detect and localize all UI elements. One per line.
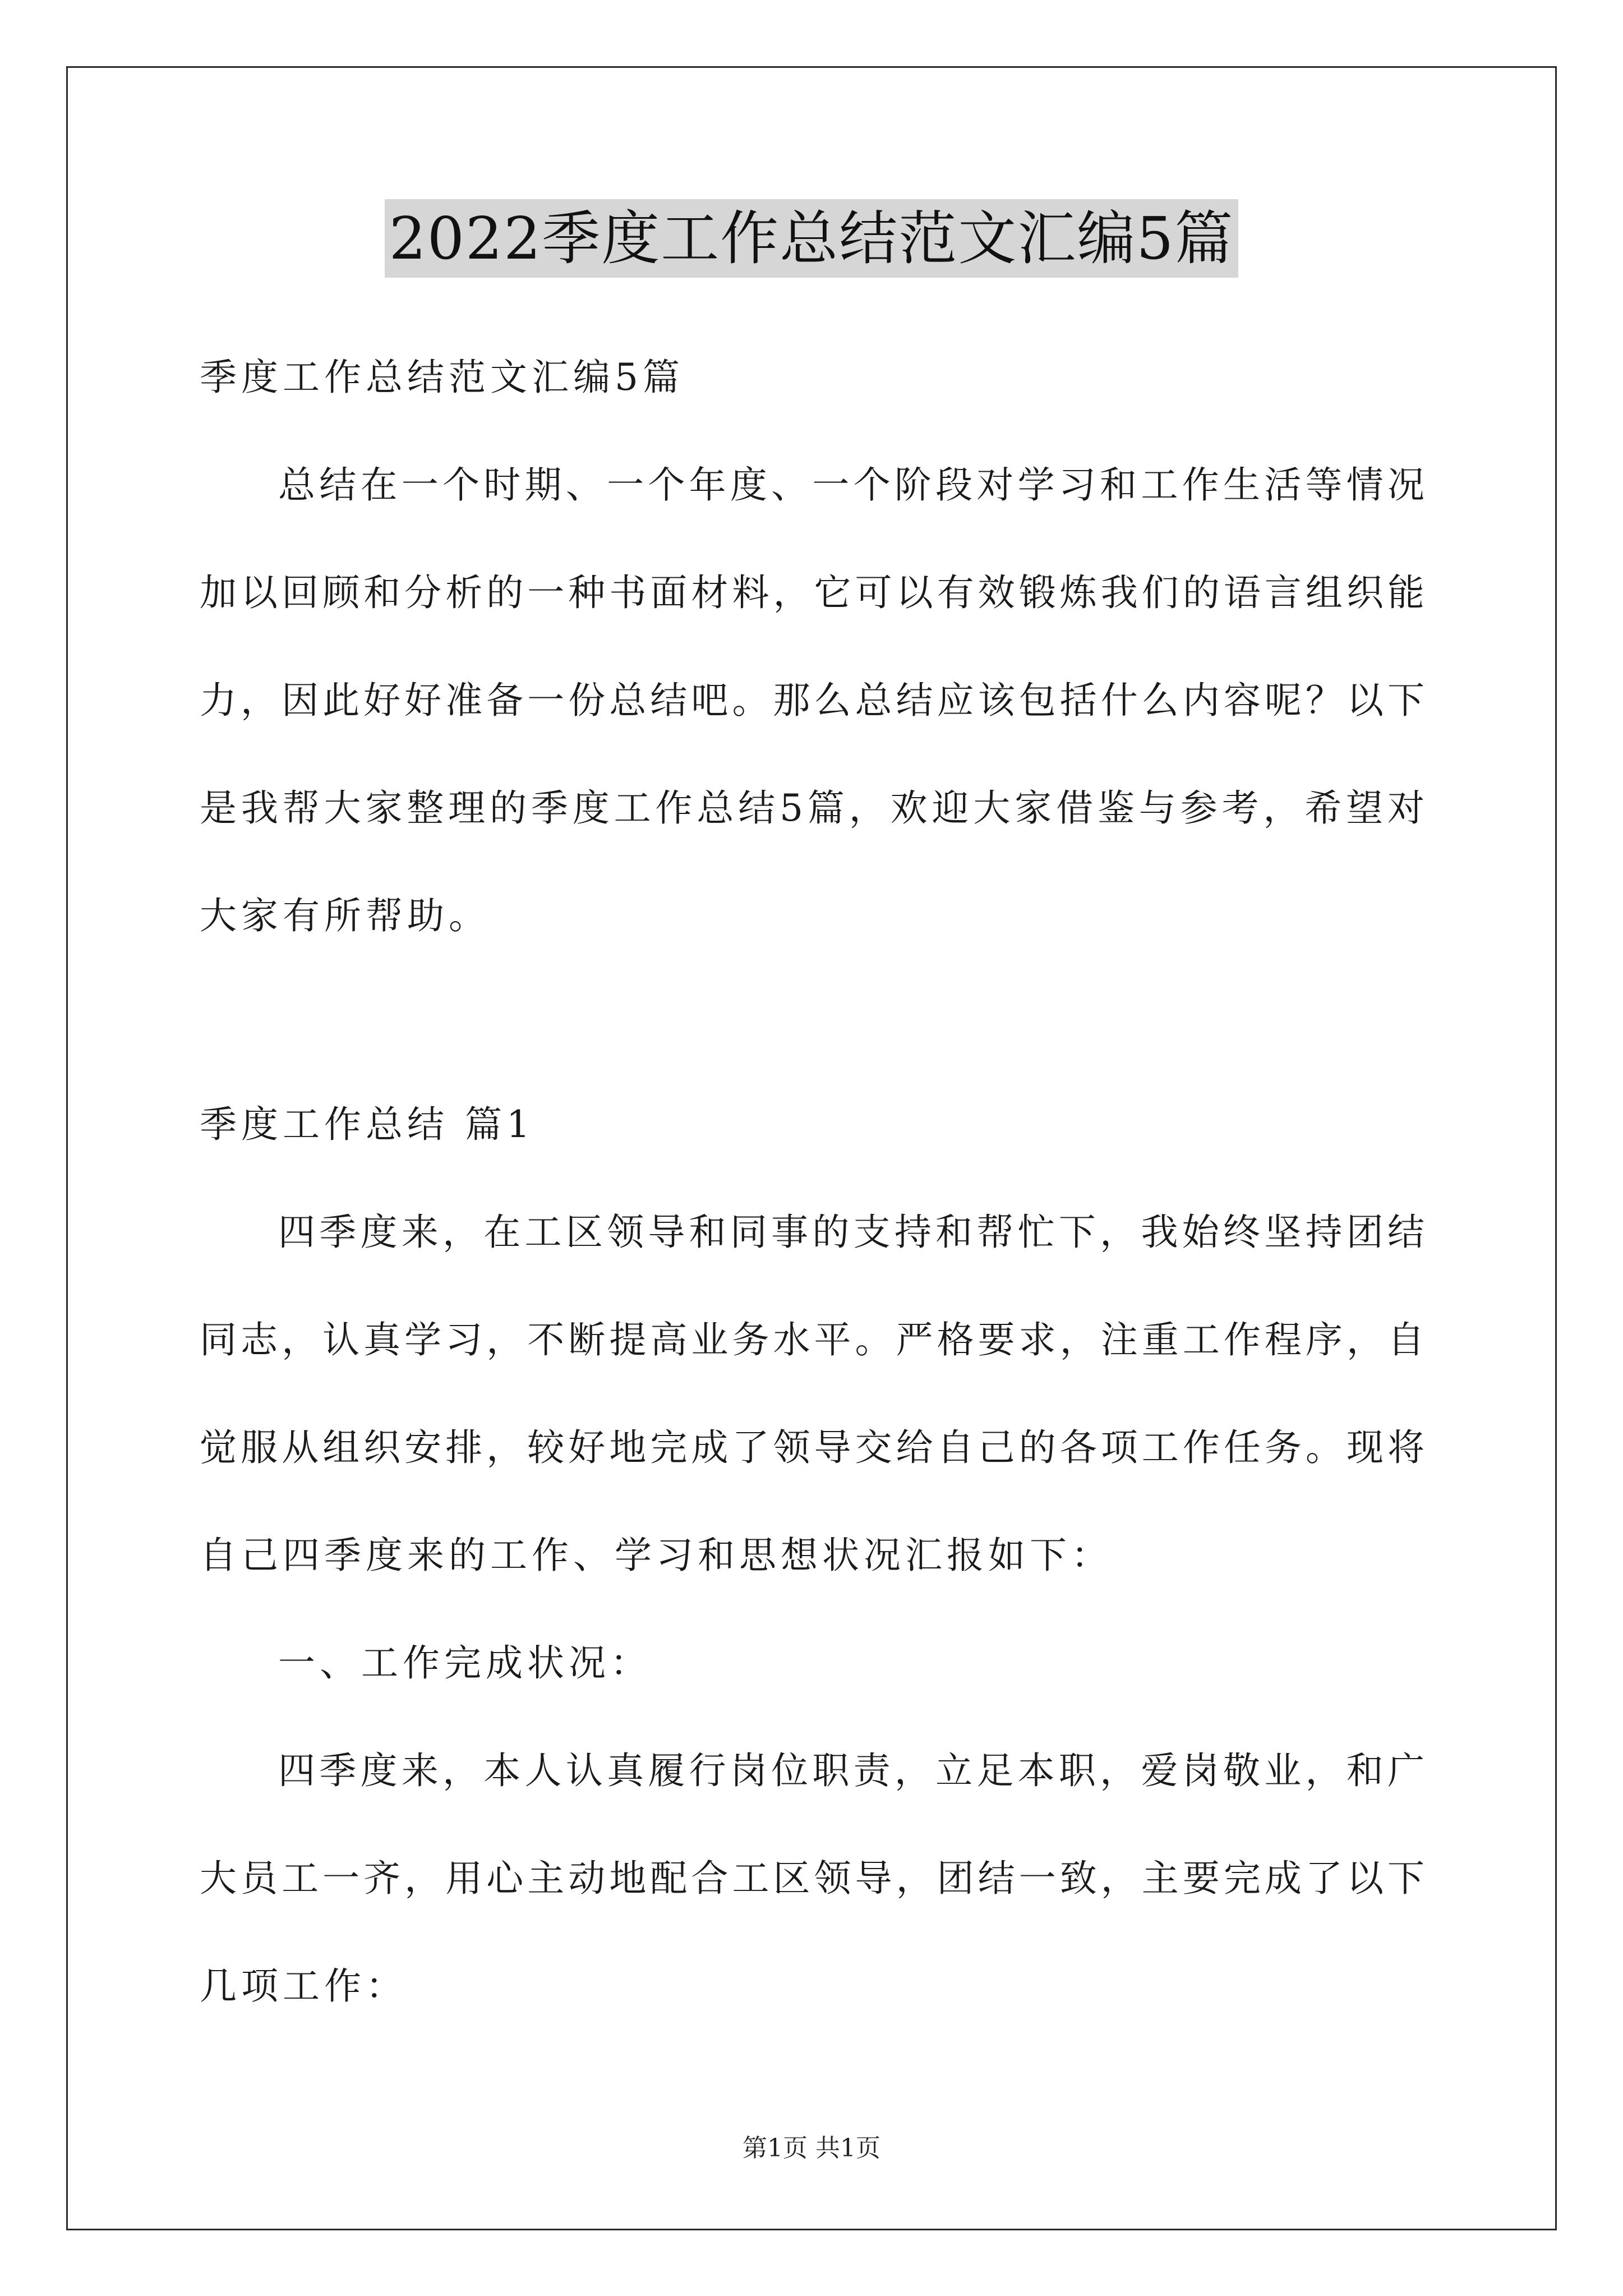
- paragraph-line: 四季度来，在工区领导和同事的支持和帮忙下，我始终坚持团结: [278, 1211, 1424, 1254]
- intro-line: 大家有所帮助。: [200, 894, 490, 937]
- title-container: [0, 199, 1623, 278]
- paragraph-line: 四季度来，本人认真履行岗位职责，立足本职，爱岗敬业，和广: [278, 1749, 1424, 1792]
- intro-line: 是我帮大家整理的季度工作总结5篇，欢迎大家借鉴与参考，希望对: [200, 786, 1424, 830]
- intro-line: 总结在一个时期、一个年度、一个阶段对学习和工作生活等情况: [278, 463, 1424, 507]
- page-footer: 第1页 共1页: [743, 2134, 880, 2162]
- document-title: 2022季度工作总结范文汇编5篇: [385, 199, 1239, 278]
- paragraph-line: 同志，认真学习，不断提高业务水平。严格要求，注重工作程序，自: [200, 1318, 1424, 1361]
- intro-line: 力，因此好好准备一份总结吧。那么总结应该包括什么内容呢？以下: [200, 679, 1424, 722]
- document-subtitle: 季度工作总结范文汇编5篇: [200, 356, 684, 399]
- subheading: 一、工作完成状况：: [278, 1641, 652, 1685]
- paragraph-line: 大员工一齐，用心主动地配合工区领导，团结一致，主要完成了以下: [200, 1857, 1424, 1900]
- paragraph-line: 几项工作：: [200, 1964, 407, 2008]
- section-heading: 季度工作总结 篇1: [200, 1103, 534, 1146]
- paragraph-line: 自己四季度来的工作、学习和思想状况汇报如下：: [200, 1534, 1113, 1577]
- paragraph-line: 觉服从组织安排，较好地完成了领导交给自己的各项工作任务。现将: [200, 1426, 1424, 1469]
- intro-line: 加以回顾和分析的一种书面材料，它可以有效锻炼我们的语言组织能: [200, 571, 1424, 614]
